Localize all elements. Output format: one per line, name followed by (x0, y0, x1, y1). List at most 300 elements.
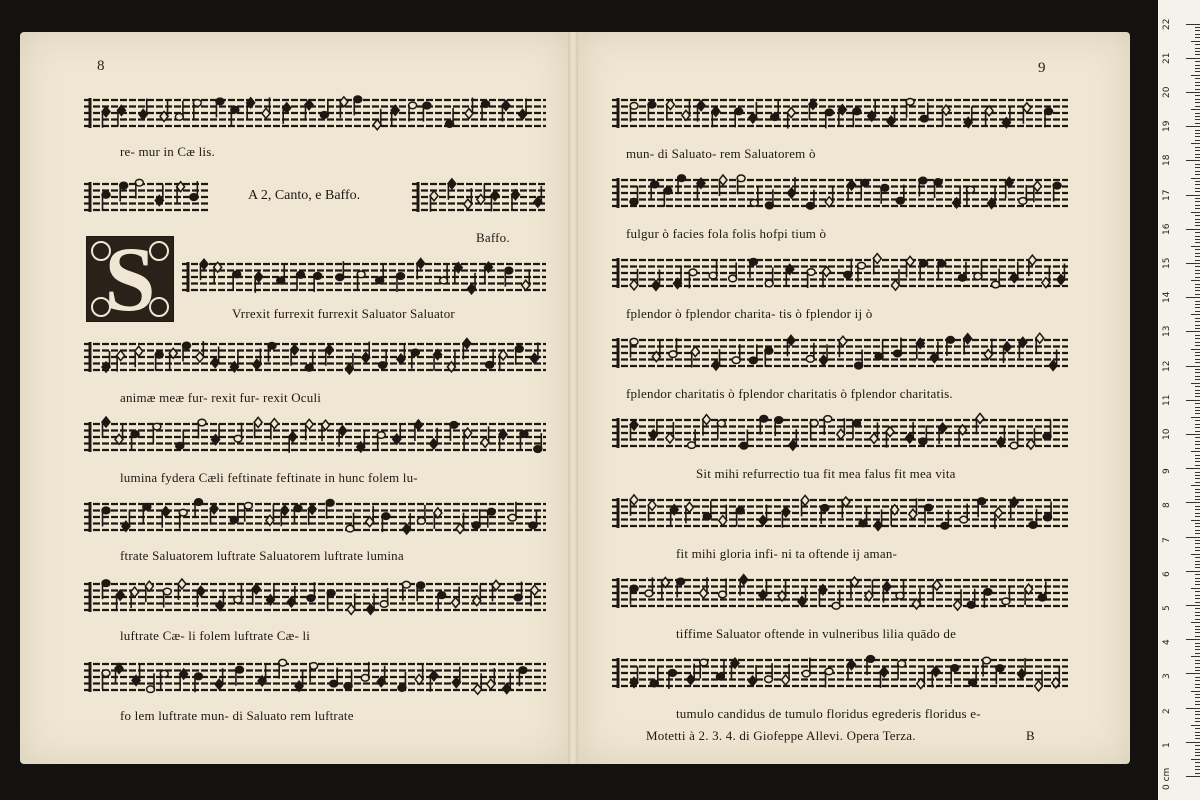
music-note (254, 417, 262, 438)
ruler-tick (1195, 147, 1200, 148)
measurement-ruler (1158, 0, 1200, 800)
music-note (177, 182, 185, 203)
ruler-label: 18 (1162, 154, 1172, 167)
signature-mark: B (1026, 728, 1035, 743)
music-note (434, 350, 442, 371)
ruler-tick (1195, 581, 1200, 582)
music-note (305, 100, 313, 121)
ruler-tick (1195, 219, 1200, 220)
ruler-tick (1195, 71, 1200, 72)
ruler-label: 0 cm (1162, 767, 1172, 790)
music-note (778, 580, 786, 601)
ruler-tick (1195, 660, 1200, 661)
ruler-tick (1195, 352, 1200, 353)
ruler-tick (1195, 273, 1200, 274)
ruler-tick (1195, 239, 1200, 240)
ruler-tick (1195, 99, 1200, 100)
ruler-tick (1195, 51, 1200, 52)
ruler-tick (1186, 639, 1200, 640)
music-note (484, 262, 492, 283)
music-note (951, 665, 959, 684)
music-note (344, 670, 352, 689)
ruler-tick (1195, 711, 1200, 712)
music-note (1044, 501, 1052, 520)
music-note (651, 181, 659, 200)
music-note (411, 349, 419, 368)
music-note (736, 507, 744, 526)
ruler-tick (1195, 338, 1200, 339)
ruler-tick (1195, 242, 1200, 243)
ruler-tick (1195, 157, 1200, 158)
music-note (996, 665, 1004, 684)
music-note (515, 345, 523, 364)
ruler-tick (1195, 37, 1200, 38)
music-note (630, 585, 638, 604)
music-note (1038, 582, 1046, 601)
ruler-tick (1195, 403, 1200, 404)
ruler-tick (1195, 755, 1200, 756)
music-staff (84, 336, 546, 378)
ruler-tick (1186, 195, 1200, 196)
music-note (964, 334, 972, 355)
ruler-tick (1195, 225, 1200, 226)
music-note (377, 432, 385, 451)
section-heading: A 2, Canto, e Baffo. (248, 188, 361, 203)
music-note (844, 259, 852, 278)
ruler-tick (1195, 602, 1200, 603)
music-note (499, 350, 507, 371)
ruler-tick (1195, 472, 1200, 473)
music-note (819, 585, 827, 606)
music-note (958, 262, 966, 281)
music-note (880, 667, 888, 688)
ruler-tick (1195, 140, 1200, 141)
ruler-tick (1195, 646, 1200, 647)
left-page-number: 8 (97, 58, 105, 74)
ruler-tick (1191, 41, 1200, 42)
ruler-tick (1195, 270, 1200, 271)
music-note (749, 259, 757, 278)
right-page-number: 9 (1038, 60, 1046, 76)
music-note (934, 179, 942, 198)
ruler-label: 22 (1162, 18, 1172, 30)
lyric-line: lumina fydera Cæli feftinate feftinate in hunc folem lu- (120, 470, 418, 485)
ruler-tick (1195, 184, 1200, 185)
ruler-tick (1195, 304, 1200, 305)
music-note (765, 267, 773, 286)
music-note (512, 190, 520, 211)
ruler-tick (1195, 249, 1200, 250)
music-note (719, 578, 727, 597)
music-note (798, 586, 806, 607)
lyric-line: Sit mihi refurrectio tua fit mea falus fit mea vita (696, 466, 956, 481)
ruler-tick (1191, 75, 1200, 76)
music-note (198, 419, 206, 438)
music-note (920, 260, 928, 279)
ruler-tick (1195, 458, 1200, 459)
music-note (1019, 185, 1027, 204)
ruler-tick (1195, 667, 1200, 668)
music-note (472, 509, 480, 528)
music-note (214, 262, 222, 283)
music-note (932, 666, 940, 687)
music-note (179, 509, 187, 528)
ruler-tick (1195, 574, 1200, 575)
music-staff (84, 416, 546, 458)
ruler-tick (1195, 113, 1200, 114)
music-note (865, 580, 873, 601)
ruler-tick (1195, 136, 1200, 137)
ruler-tick (1195, 102, 1200, 103)
music-note (1025, 584, 1033, 605)
music-note (499, 429, 507, 450)
ruler-tick (1195, 119, 1200, 120)
lyric-line: tiffime Saluator oftende in vulneribus lilia quādo de (676, 626, 957, 641)
ruler-tick (1195, 362, 1200, 363)
ruler-tick (1186, 776, 1200, 777)
decorated-initial (86, 228, 174, 330)
ruler-tick (1195, 420, 1200, 421)
music-note (102, 351, 110, 372)
ruler-tick (1195, 130, 1200, 131)
music-staff (612, 412, 1068, 454)
music-note (393, 423, 401, 444)
music-note (712, 106, 720, 127)
ruler-tick (1195, 773, 1200, 774)
ruler-tick (1191, 314, 1200, 315)
music-note (464, 428, 472, 449)
music-note (847, 660, 855, 681)
music-note (765, 347, 773, 366)
music-note (648, 500, 656, 521)
music-note (959, 425, 967, 446)
music-note (898, 660, 906, 679)
music-note (837, 418, 845, 439)
music-note (397, 343, 405, 364)
music-note (279, 659, 287, 678)
music-note (737, 175, 745, 194)
ruler-tick (1195, 30, 1200, 31)
lyric-line: ftrate Saluatorem luftrate Saluatorem luftrate lumina (120, 548, 404, 563)
music-note (131, 587, 139, 608)
music-note (717, 420, 725, 439)
ruler-tick (1186, 468, 1200, 469)
ruler-tick (1195, 171, 1200, 172)
music-note (438, 592, 446, 611)
ruler-tick (1195, 48, 1200, 49)
ruler-tick (1195, 410, 1200, 411)
music-note (896, 580, 904, 599)
music-note (703, 501, 711, 520)
ruler-tick (1195, 321, 1200, 322)
ruler-tick (1195, 407, 1200, 408)
ruler-tick (1186, 92, 1200, 93)
ruler-tick (1195, 133, 1200, 134)
music-note (447, 351, 455, 372)
ruler-tick (1195, 766, 1200, 767)
music-note (160, 100, 168, 121)
music-note (873, 254, 881, 275)
ruler-tick (1195, 95, 1200, 96)
music-note (258, 665, 266, 686)
ruler-tick (1186, 502, 1200, 503)
ruler-tick (1186, 229, 1200, 230)
ruler-tick (1195, 427, 1200, 428)
ruler-tick (1195, 413, 1200, 414)
music-note (102, 107, 110, 128)
ruler-tick (1195, 266, 1200, 267)
ruler-tick (1195, 328, 1200, 329)
ruler-tick (1191, 246, 1200, 247)
music-note (145, 581, 153, 602)
ruler-tick (1195, 236, 1200, 237)
music-note (283, 103, 291, 124)
ruler-tick (1186, 571, 1200, 572)
music-note (327, 590, 335, 609)
ruler-tick (1195, 567, 1200, 568)
music-note (210, 504, 218, 525)
ruler-tick (1195, 670, 1200, 671)
music-note (886, 427, 894, 448)
ruler-tick (1195, 680, 1200, 681)
music-note (976, 413, 984, 434)
music-note (454, 263, 462, 284)
ruler-tick (1195, 547, 1200, 548)
ruler-tick (1195, 34, 1200, 35)
lyric-line: Vrrexit furrexit furrexit Saluator Saluator (232, 306, 455, 321)
music-note (430, 671, 438, 692)
ruler-tick (1195, 578, 1200, 579)
music-note (529, 509, 537, 528)
ruler-tick (1195, 677, 1200, 678)
music-note (661, 577, 669, 598)
music-note (253, 348, 261, 369)
music-note (1018, 658, 1026, 679)
ruler-tick (1195, 256, 1200, 257)
ruler-label: 1 (1162, 742, 1172, 748)
ruler-label: 2 (1162, 707, 1172, 714)
music-note (277, 265, 285, 284)
ruler-tick (1195, 694, 1200, 695)
music-note (988, 187, 996, 208)
ruler-tick (1195, 325, 1200, 326)
ruler-label: 16 (1162, 223, 1172, 235)
music-note (664, 188, 672, 207)
ruler-tick (1195, 482, 1200, 483)
music-staff (612, 92, 1068, 134)
music-note (1019, 337, 1027, 358)
music-note (477, 183, 485, 204)
ruler-tick (1195, 732, 1200, 733)
music-note (677, 578, 685, 597)
ruler-tick (1195, 181, 1200, 182)
music-note (810, 420, 818, 439)
music-note (155, 351, 163, 370)
music-note (195, 499, 203, 518)
ruler-tick (1191, 656, 1200, 657)
music-note (759, 505, 767, 526)
ruler-tick (1186, 605, 1200, 606)
music-note (415, 663, 423, 684)
music-note (682, 99, 690, 120)
music-note (630, 338, 638, 357)
music-note (252, 584, 260, 605)
music-note (446, 108, 454, 127)
ruler-tick (1195, 396, 1200, 397)
ruler-tick (1195, 506, 1200, 507)
ruler-tick (1195, 615, 1200, 616)
music-note (782, 507, 790, 528)
music-staff (612, 492, 1068, 534)
music-note (231, 106, 239, 125)
music-note (115, 423, 123, 444)
music-note (822, 267, 830, 288)
music-note (786, 264, 794, 285)
ruler-tick (1195, 335, 1200, 336)
ruler-tick (1195, 106, 1200, 107)
ruler-tick (1195, 188, 1200, 189)
music-staff (612, 652, 1068, 694)
ruler-tick (1195, 61, 1200, 62)
music-note (233, 271, 241, 290)
music-note (473, 585, 481, 606)
ruler-tick (1195, 728, 1200, 729)
ruler-tick (1195, 215, 1200, 216)
lyric-line: luftrate Cæ- li folem luftrate Cæ- li (120, 628, 311, 643)
music-note (859, 507, 867, 526)
music-note (917, 668, 925, 689)
music-note (193, 100, 201, 119)
music-note (310, 663, 318, 682)
ruler-tick (1195, 78, 1200, 79)
ruler-tick (1195, 44, 1200, 45)
music-note (216, 590, 224, 611)
music-note (709, 260, 717, 279)
music-note (266, 584, 274, 605)
music-note (391, 105, 399, 126)
ruler-tick (1195, 372, 1200, 373)
ruler-tick (1195, 294, 1200, 295)
ruler-tick (1195, 318, 1200, 319)
ruler-tick (1195, 721, 1200, 722)
ruler-tick (1195, 526, 1200, 527)
ruler-tick (1195, 649, 1200, 650)
music-note (648, 101, 656, 120)
music-note (630, 420, 638, 441)
music-note (716, 661, 724, 680)
ruler-tick (1195, 307, 1200, 308)
ruler-tick (1195, 543, 1200, 544)
music-note (674, 267, 682, 288)
music-note (1045, 108, 1053, 127)
music-note (116, 590, 124, 611)
music-note (417, 505, 425, 524)
music-note (102, 670, 110, 689)
music-note (357, 431, 365, 452)
music-note (666, 100, 674, 121)
ruler-tick (1195, 154, 1200, 155)
music-note (942, 105, 950, 126)
music-staff (84, 496, 546, 538)
music-note (102, 417, 110, 438)
ruler-tick (1195, 379, 1200, 380)
footer-line: Motetti à 2. 3. 4. di Giofeppe Allevi. Opera Terza. (646, 728, 916, 743)
music-note (821, 505, 829, 524)
ruler-tick (1195, 54, 1200, 55)
music-note (169, 348, 177, 369)
ruler-tick (1195, 738, 1200, 739)
ruler-tick (1195, 489, 1200, 490)
ruler-tick (1195, 355, 1200, 356)
ruler-tick (1195, 564, 1200, 565)
ruler-tick (1191, 349, 1200, 350)
music-note (630, 186, 638, 205)
music-staff (612, 172, 1068, 214)
music-note (132, 664, 140, 685)
ruler-tick (1195, 513, 1200, 514)
music-note (1042, 267, 1050, 288)
music-note (735, 108, 743, 127)
music-staff (84, 656, 546, 698)
ruler-tick (1195, 636, 1200, 637)
ruler-tick (1195, 260, 1200, 261)
music-note (749, 665, 757, 686)
music-note (212, 424, 220, 445)
music-note (153, 423, 161, 442)
ruler-tick (1191, 588, 1200, 589)
music-note (771, 101, 779, 120)
music-note (131, 431, 139, 450)
ruler-tick (1191, 485, 1200, 486)
ruler-tick (1191, 212, 1200, 213)
music-note (266, 504, 274, 525)
music-note (1052, 667, 1060, 688)
ruler-tick (1195, 684, 1200, 685)
music-note (992, 269, 1000, 288)
ruler-tick (1195, 345, 1200, 346)
ruler-tick (1191, 451, 1200, 452)
ruler-tick (1195, 284, 1200, 285)
ruler-tick (1186, 400, 1200, 401)
music-note (881, 185, 889, 204)
music-note (731, 658, 739, 679)
ruler-tick (1195, 232, 1200, 233)
ruler-tick (1186, 742, 1200, 743)
ruler-tick (1195, 653, 1200, 654)
ruler-tick (1195, 478, 1200, 479)
music-note (502, 100, 510, 121)
music-note (417, 582, 425, 601)
ruler-tick (1186, 366, 1200, 367)
music-note (491, 190, 499, 211)
ruler-tick (1195, 745, 1200, 746)
ruler-tick (1195, 492, 1200, 493)
initial-letter: S (104, 228, 156, 330)
ruler-tick (1191, 691, 1200, 692)
ruler-tick (1195, 608, 1200, 609)
ruler-tick (1195, 205, 1200, 206)
music-note (909, 498, 917, 519)
lyric-line: fit mihi gloria infi- ni ta oftende ij aman- (676, 546, 898, 561)
ruler-tick (1195, 516, 1200, 517)
ruler-label: 20 (1162, 86, 1172, 98)
ruler-label: 12 (1162, 360, 1172, 372)
ruler-tick (1195, 540, 1200, 541)
ruler-tick (1186, 331, 1200, 332)
music-note (938, 260, 946, 279)
music-staff (412, 176, 546, 218)
music-note (974, 260, 982, 279)
